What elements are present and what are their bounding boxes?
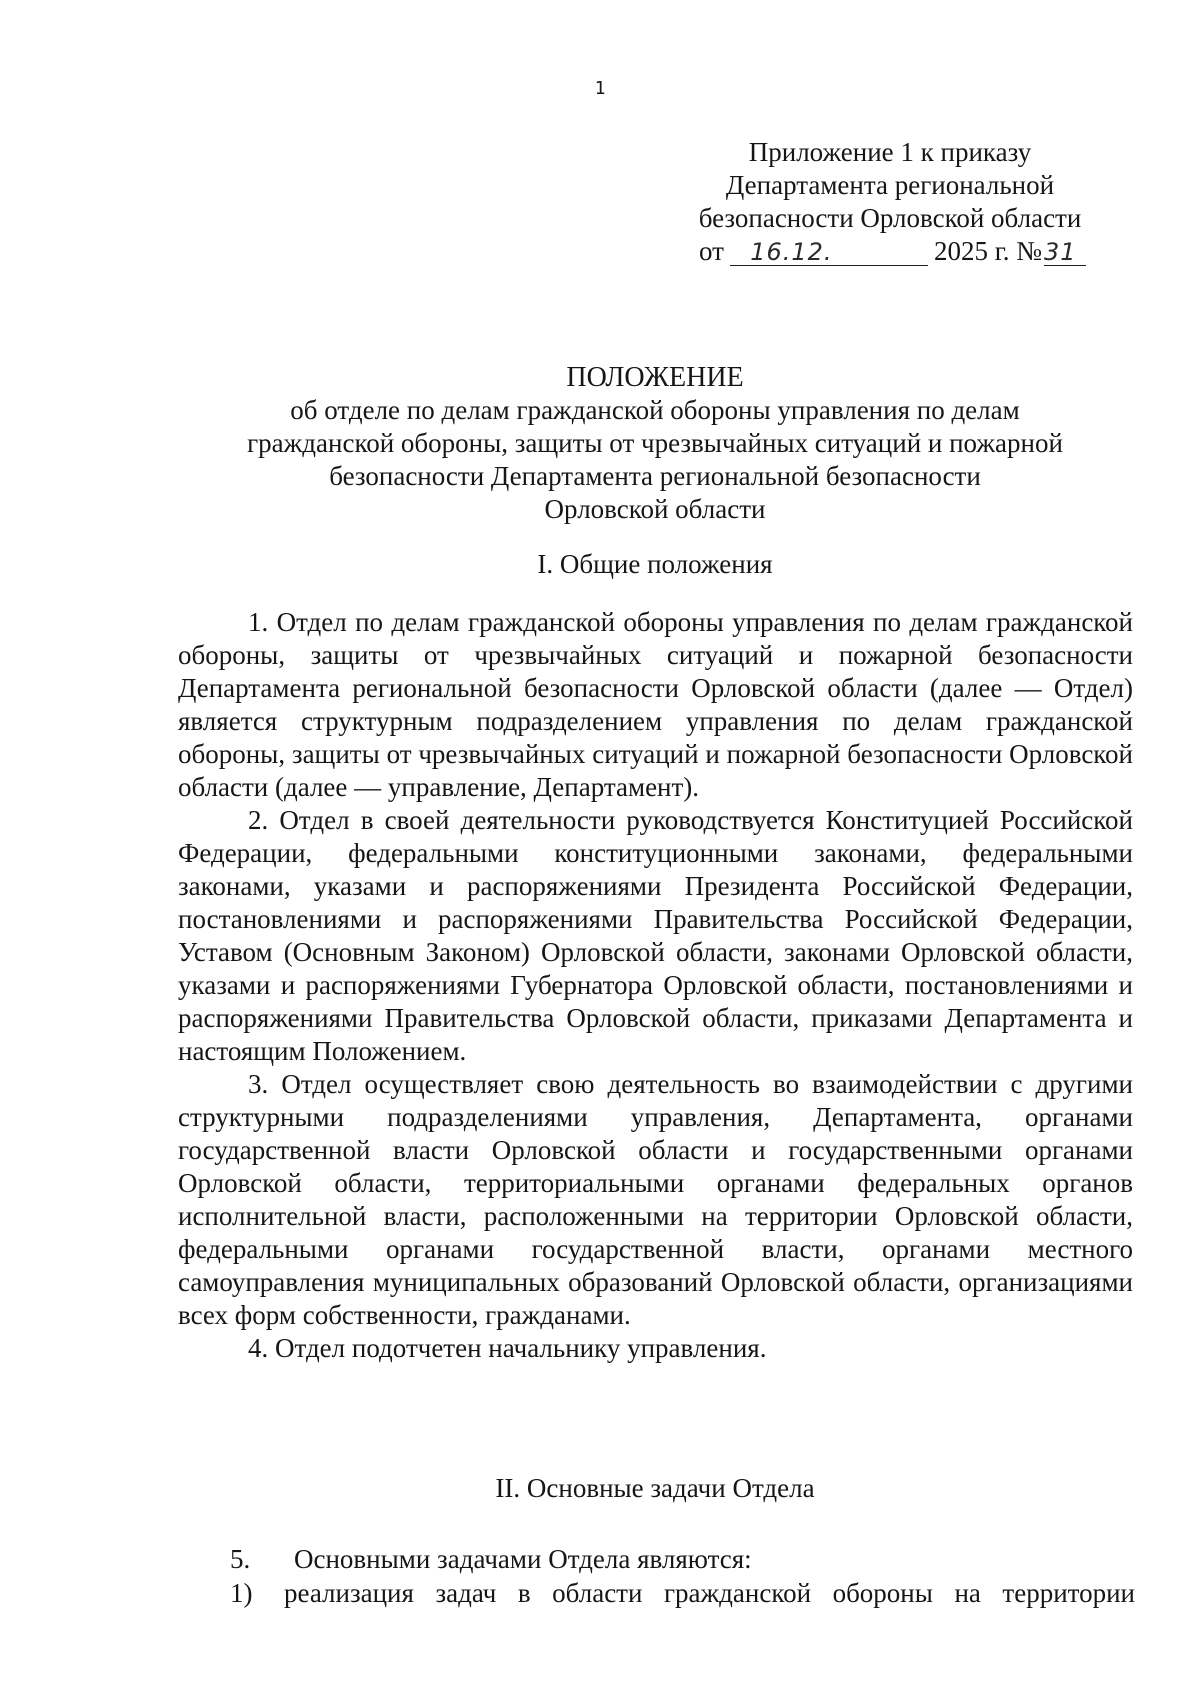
- annex-line-3: безопасности Орловской области: [698, 203, 1082, 233]
- year-text: 2025 г. №: [933, 236, 1042, 266]
- order-number-field: [1044, 238, 1086, 266]
- paragraph-1: 1. Отдел по делам гражданской обороны управления по делам гражданской обороны, защиты от чрезвычайных ситуаций и пожарной безопасности Департамента региональной безопасности Орловской области (далее — Отдел) является структурным подразделением управления по делам гражданской обороны, защиты от чрезвычайных ситуаций и пожарной безопасности Орловской области (далее — управление, Департамент).: [178, 607, 1133, 802]
- document-title: [160, 361, 1150, 526]
- title-line-2: гражданской обороны, защиты от чрезвычайных ситуаций и пожарной: [247, 428, 1063, 458]
- page-number: 1: [594, 78, 606, 99]
- paragraph-3: 3. Отдел осуществляет свою деятельность во взаимодействии с другими структурными подразделениями управления, Департамента, органами государственной власти Орловской области и государственными органами Орловской области, территориальными органами федеральных органов исполнительной власти, расположенными на территории Орловской области, федеральными органами государственной власти, органами местного самоуправления муниципальных образований Орловской области, организациями всех форм собственности, гражданами.: [178, 1069, 1133, 1330]
- list-subitem-1-text: реализация задач в области гражданской обороны на территории: [284, 1578, 1135, 1608]
- annex-header: [680, 136, 1100, 268]
- title-line-1: об отделе по делам гражданской обороны управления по делам: [290, 395, 1020, 425]
- list-item-5: [230, 1543, 1135, 1576]
- list-item-5-text: Основными задачами Отдела являются:: [294, 1544, 752, 1574]
- date-field: [730, 238, 928, 266]
- title-line-3: безопасности Департамента региональной безопасности: [329, 461, 981, 491]
- annex-line-2: Департамента региональной: [725, 170, 1055, 200]
- annex-date-line: [680, 235, 1100, 268]
- annex-line-1: Приложение 1 к приказу: [748, 137, 1032, 167]
- list-subitem-1-number: 1): [230, 1578, 253, 1608]
- title-line-4: Орловской области: [544, 494, 766, 524]
- list-subitem-1: [230, 1577, 1135, 1610]
- date-prefix: от: [699, 236, 724, 266]
- handwritten-date: 16.12.: [750, 238, 833, 266]
- handwritten-order-number: 31: [1044, 238, 1077, 266]
- section-1-heading: I. Общие положения: [537, 549, 773, 579]
- title-main: ПОЛОЖЕНИЕ: [566, 362, 744, 393]
- section-2-heading: II. Основные задачи Отдела: [495, 1473, 815, 1503]
- list-item-5-number: 5.: [230, 1544, 251, 1574]
- paragraph-2: 2. Отдел в своей деятельности руководствуется Конституцией Российской Федерации, федеральными конституционными законами, федеральными законами, указами и распоряжениями Президента Российской Федерации, постановлениями и распоряжениями Правительства Российской Федерации, Уставом (Основным Законом) Орловской области, законами Орловской области, указами и распоряжениями Губернатора Орловской области, постановлениями и распоряжениями Правительства Орловской области, приказами Департамента и настоящим Положением.: [178, 805, 1133, 1066]
- paragraph-4: 4. Отдел подотчетен начальнику управления.: [248, 1333, 767, 1363]
- section-1-body: [178, 606, 1133, 1365]
